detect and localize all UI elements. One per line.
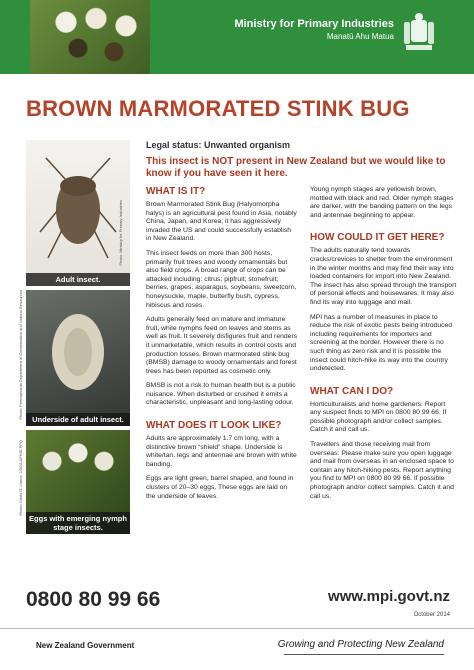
ministry-maori-name: Manatū Ahu Matua — [326, 32, 394, 41]
content-column-right — [310, 186, 458, 507]
paragraph: Adults are approximately 1.7 cm long, with a distinctive brown “shield” shape. Underside is white/tan, legs and antennae are brown with white banding. — [146, 435, 297, 468]
eggs-photo — [30, 0, 150, 74]
ministry-branding — [234, 18, 394, 41]
paragraph: Adults generally feed on mature and immature fruit, while nymphs feed on leaves and stems as well as fruit. It severely disfigures fruit and renders it unmarketable, which results in control costs and production losses. Brown marmorated stink bug (BMSB) damage to woody ornamentals and forest trees has been reported as cosmetic only. — [146, 316, 298, 375]
photo-credit: Photo: Ministry for Primary Industries — [118, 200, 123, 266]
paragraph: The adults naturally tend towards cracks/crevices to shelter from the environment in the winter months and may find their way into loaded containers for import into New Zealand. The insect has also spread through the transport of personal effects and housewares. It may also find its way into luggage and mail. — [310, 247, 457, 306]
publication-date: October 2014 — [413, 612, 450, 618]
stink-bug-image — [26, 140, 130, 286]
page-title: BROWN MARMORATED STINK BUG — [26, 96, 410, 121]
adult-insect-photo — [26, 140, 130, 286]
paragraph: Horticulturalists and home gardeners: Report any suspect finds to MPI on 0800 80 99 66. If possible photograph and/or collect samples. Catch it and call us. — [310, 400, 447, 434]
divider — [284, 654, 444, 655]
ministry-name: Ministry for Primary Industries — [234, 18, 394, 30]
notice-text: This insect is NOT present in New Zealand but we would like to know if you have seen it here. — [146, 156, 446, 179]
paragraph: BMSB is not a risk to human health but is a public nuisance. When disturbed or crushed it emits a characteristic, unpleasant and long-lasting odour. — [146, 382, 296, 407]
photo-credit: Photo: David R. Lance, USDA APHIS PPQ — [18, 440, 23, 516]
coat-of-arms-icon — [400, 12, 438, 56]
photo-caption: Eggs with emerging nymph stage insects. — [26, 512, 130, 534]
legal-status: Legal status: Unwanted organism — [146, 140, 291, 150]
paragraph: Eggs are light green, barrel shaped, and found in clusters of 20–30 eggs. These eggs are laid on the underside of leaves. — [146, 475, 294, 500]
photo-caption: Underside of adult insect. — [26, 413, 130, 426]
underside-image — [26, 290, 130, 426]
paragraph: Brown Marmorated Stink Bug (Halyomorpha halys) is an agricultural pest found in Asia, notably China, Japan, and Korea; it has aggressively invaded the US and could successfully establish in New Zealand. — [146, 201, 297, 243]
photo-caption: Adult insect. — [26, 273, 130, 286]
tagline: Growing and Protecting New Zealand — [277, 639, 444, 650]
heading-get-here: HOW COULD IT GET HERE? — [310, 232, 445, 244]
paragraph: Young nymph stages are yellowish brown, mottled with black and red. Older nymph stages are darker, with the banding pattern on the legs and antennae beginning to appear. — [310, 186, 454, 219]
heading-what-can-i-do: WHAT CAN I DO? — [310, 385, 394, 397]
heading-look-like: WHAT DOES IT LOOK LIKE? — [146, 420, 282, 432]
phone-number: 0800 80 99 66 — [26, 588, 161, 611]
website-link[interactable]: www.mpi.govt.nz — [328, 588, 450, 605]
paragraph: MPI has a number of measures in place to reduce the risk of exotic pests being introduced including requirements for importers and screening at the border. However there is no such thing as zero risk and it is possible the insect could hitch-hike its way into the country undetected. — [310, 313, 453, 373]
content-column-left — [146, 186, 298, 507]
eggs-nymph-photo — [26, 430, 130, 534]
photo-credit: Photo: Pennsylvania Department of Conservation and Natural Resources — [18, 290, 23, 420]
photo-column — [26, 140, 130, 534]
nz-government-logo: New Zealand Government — [36, 641, 135, 650]
paragraph: This insect feeds on more than 300 hosts, primarily fruit trees and woody ornamentals but also field crops. A broad range of crops can be attacked including: citrus; pipfruit; stonefruit; berries, grapes, asparagus, soybeans, sweetcorn, honeysuckle, maple, butterfly bush, cypress, hibiscus and roses. — [146, 249, 297, 309]
underside-photo — [26, 290, 130, 426]
header-banner — [0, 0, 474, 74]
heading-what-is-it: WHAT IS IT? — [146, 186, 206, 197]
paragraph: Travellers and those receiving mail from overseas: Please make sure you open luggage and mail from overseas in an enclosed space to contain any hitch-hiking pests. Report anything you find to MPI on 0800 80 99 66. If possible photograph and/or collect samples. Catch it and call us. — [310, 441, 454, 500]
